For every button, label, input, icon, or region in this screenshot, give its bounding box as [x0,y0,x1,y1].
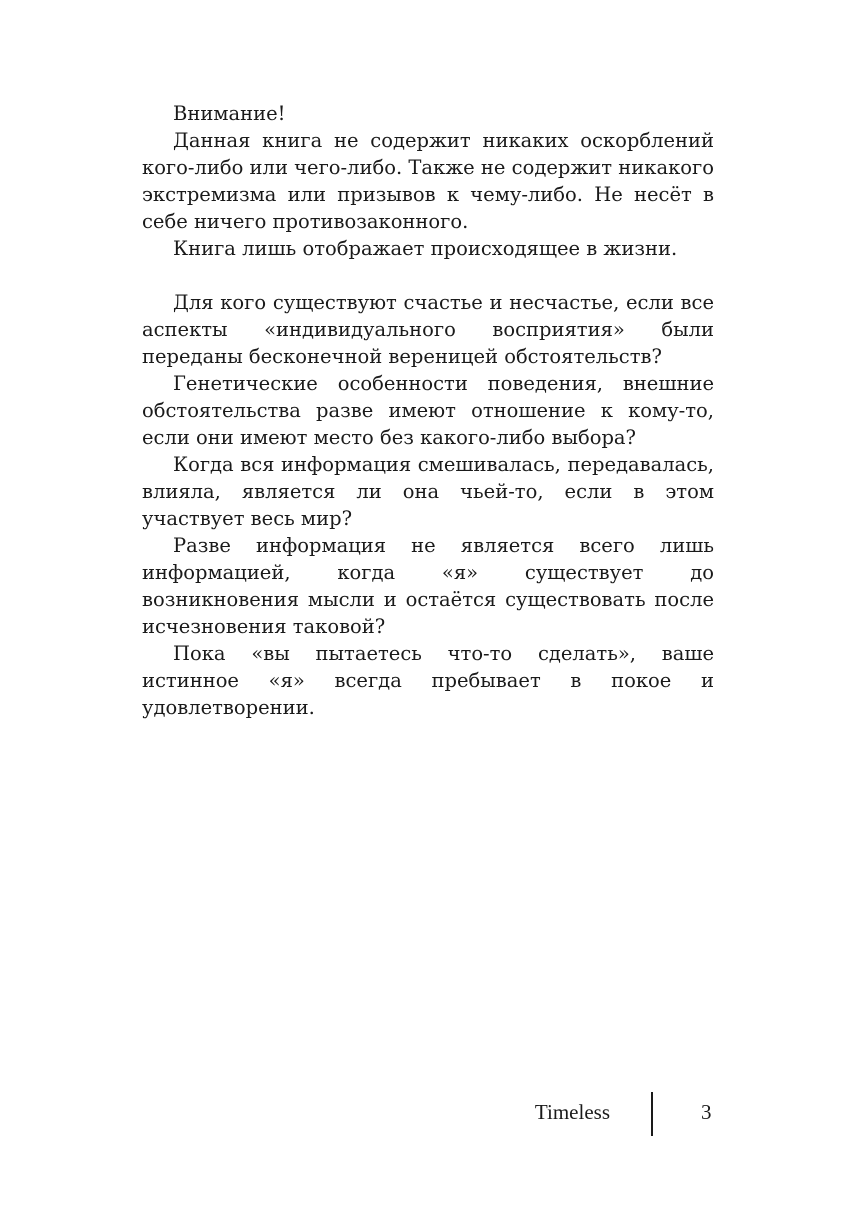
notice-paragraph: Книга лишь отображает происходящее в жизни. [173,237,678,260]
footer-divider [651,1092,653,1136]
page-footer [0,1092,856,1136]
body-paragraph: Когда вся информация смешивалась, передавалась, влияла, является ли она чьей-то, если в этом участвует весь мир? [142,453,714,530]
paragraph-spacer [142,262,714,289]
notice-paragraph: Данная книга не содержит никаких оскорблений кого-либо или чего-либо. Также не содержит никакого экстремизма или призывов к чему-либо. Не несёт в себе ничего противозаконного. [142,129,714,233]
body-paragraph: Генетические особенности поведения, внешние обстоятельства разве имеют отношение к кому-то, если они имеют место без какого-либо выбора? [142,372,714,449]
body-paragraph: Пока «вы пытаетесь что-то сделать», ваше истинное «я» всегда пребывает в покое и удовлетворении. [142,642,714,719]
running-title: Timeless [534,1100,610,1124]
body-paragraph: Для кого существуют счастье и несчастье, если все аспекты «индивидуального восприятия» были переданы бесконечной вереницей обстоятельств? [142,291,714,368]
notice-heading: Внимание! [173,102,286,125]
page-number: 3 [701,1100,712,1124]
page-text [142,100,714,721]
body-paragraph: Разве информация не является всего лишь информацией, когда «я» существует до возникновения мысли и остаётся существовать после исчезновения таковой? [142,534,714,638]
